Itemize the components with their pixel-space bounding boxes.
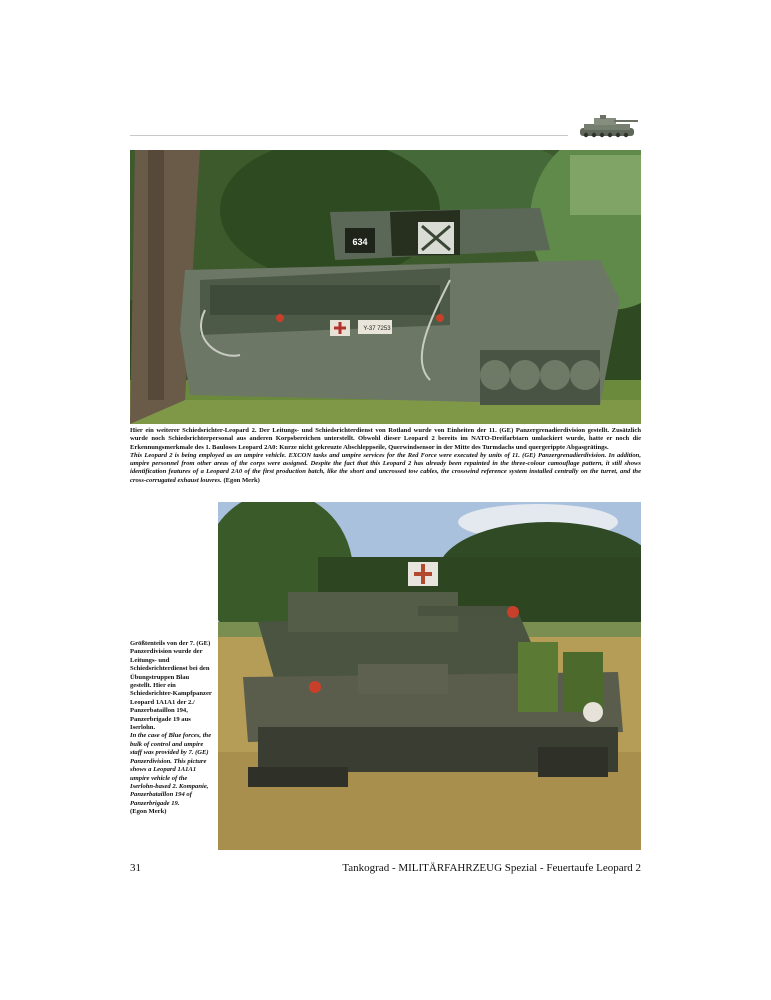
caption-side-english: In the case of Blue forces, the bulk of control and umpire staff was provided by 7. (GE) Panzerdivision. This picture shows a Leopard 1A1A1 umpire vehicle of the Iserlohn-based 2. Kompanie, Panzerbataillon 194 of Panzerbrigade 19. <box>130 732 212 807</box>
turret-number: 634 <box>352 237 368 247</box>
caption-top-credit: (Egon Merk) <box>223 476 260 484</box>
caption-side-german: Größtenteils von der 7. (GE) Panzerdivision wurde der Leitungs- und Schiedsrichterdienst bei den Übungstruppen Blau gestellt. Hier ein Schiedsrichter-Kampfpanzer Leopard 1A1A1 der 2./ Panzerbataillon 194, Panzerbrigade 19 aus Iserlohn. <box>130 640 212 732</box>
caption-top-german: Hier ein weiterer Schiedsrichter-Leopard 2. Der Leitungs- und Schiedsrichterdienst von Rotland wurde von Einheiten der 11. (GE) Panzergrenadierdivision gestellt. Zusätzlich wurde noch Schiedsrichterpersonal aus anderen Korpsbereichen unterstellt. Obwohl dieser Leopard 2 bereits im NATO-Dreifarbtarn umlackiert wurde, hatte er noch die Erkennungsmerkmale des 1. Bauloses Leopard 2A0: Kurze nicht gekreuzte Abschleppseile, Querwindsensor in der Mitte des Turmdachs und quergerippte Abgasgrätings. <box>130 427 641 451</box>
page-footer <box>130 860 641 878</box>
header-rule <box>130 135 568 136</box>
page-number: 31 <box>130 862 141 874</box>
photo-leopard1-umpire <box>218 502 641 850</box>
caption-side-credit: (Egon Merk) <box>130 808 167 816</box>
photo-leopard2-umpire <box>130 150 641 424</box>
caption-top <box>130 427 641 485</box>
running-title: Tankograd - MILITÄRFAHRZEUG Spezial - Feuertaufe Leopard 2 <box>342 862 641 874</box>
tank-logo-icon <box>574 112 640 140</box>
caption-side <box>130 640 212 817</box>
license-plate: Y-37 7253 <box>363 326 391 332</box>
caption-top-english: This Leopard 2 is being employed as an umpire vehicle. EXCON tasks and umpire services for the Red Force were executed by units of 11. (GE) Panzergrenadierdivision. In addition, umpire personnel from other areas of the corps were assigned. Despite the fact that this Leopard 2 has already been repainted in the three-colour camouflage pattern, it still shows identification features of a Leopard 2A0 of the first production batch, like the short and uncrossed tow cables, the crosswind reference system installed centrally on the turret, and the cross-corrugated exhaust louvres. <box>130 451 641 484</box>
